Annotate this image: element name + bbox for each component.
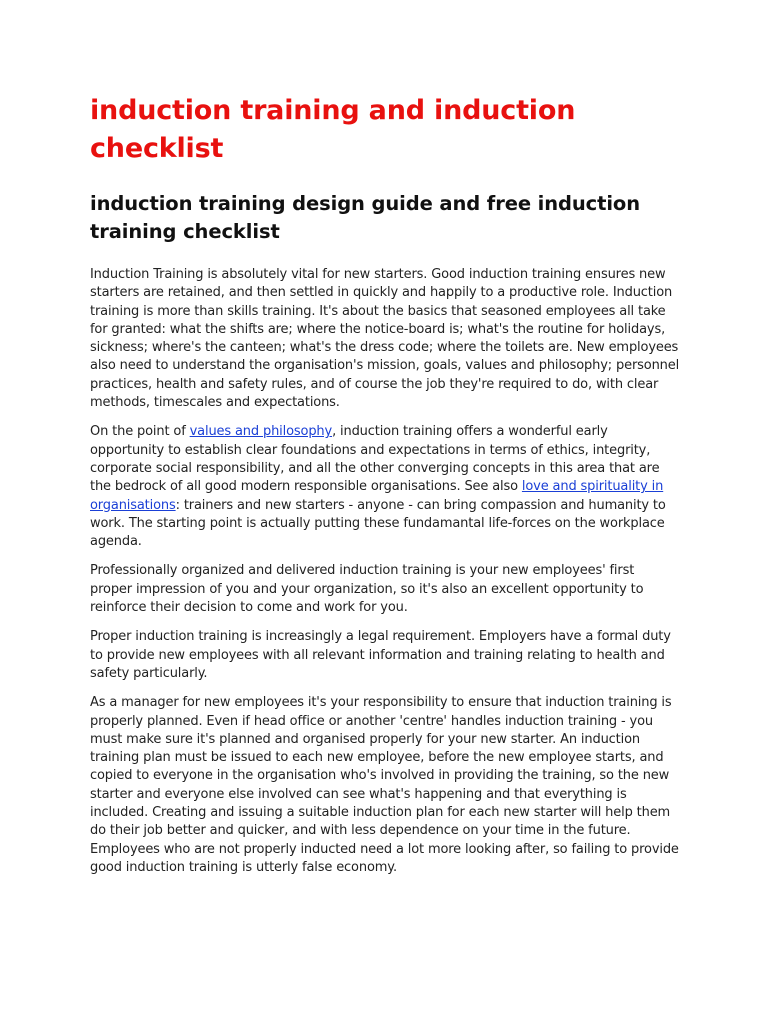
paragraph-impression: Professionally organized and delivered induction training is your new employees' first proper impression of you and your organization, so it's also an excellent opportunity to reinforce their decision to come and work for you. <box>90 563 644 616</box>
link-love-and-spirituality[interactable]: love and spirituality in organisations <box>90 479 664 513</box>
paragraph-manager: As a manager for new employees it's your responsibility to ensure that induction training is properly planned. Even if head office or another 'centre' handles induction training - you must make sure it's planned and organised properly for your new starter. An induction training plan must be issued to each new employee, before the new employee starts, and copied to everyone in the organisation who's involved in providing the training, so the new starter and everyone else involved can see what's happening and that everything is included. Creating and issuing a suitable induction plan for each new starter will help them do their job better and quicker, and with less dependence on your time in the future. Employees who are not properly inducted need a lot more looking after, so failing to provide good induction training is utterly false economy. <box>90 695 679 875</box>
paragraph-legal: Proper induction training is increasingly a legal requirement. Employers have a formal duty to provide new employees with all relevant information and training relating to health and safety particularly. <box>90 629 671 681</box>
page-subtitle: induction training design guide and free induction training checklist <box>90 192 640 243</box>
page-title: induction training and induction checklist <box>90 95 576 164</box>
document-page <box>90 92 680 888</box>
link-values-and-philosophy[interactable]: values and philosophy <box>189 424 333 440</box>
paragraph-values-text-a: On the point of <box>90 424 190 440</box>
paragraph-values-text-b: , induction training offers a wonderful early opportunity to establish clear foundations and expectations in terms of ethics, integrity, corporate social responsibility, and all the other converging concepts in this area that are the bedrock of all good modern responsible organisations. See also <box>90 424 660 495</box>
paragraph-intro: Induction Training is absolutely vital for new starters. Good induction training ensures new starters are retained, and then settled in quickly and happily to a productive role. Induction training is more than skills training. It's about the basics that seasoned employees all take for granted: what the shifts are; where the notice-board is; what's the routine for holidays, sickness; where's the canteen; what's the dress code; where the toilets are. New employees also need to understand the organisation's mission, goals, values and philosophy; personnel practices, health and safety rules, and of course the job they're required to do, with clear methods, timescales and expectations. <box>90 267 680 411</box>
paragraph-values-text-c: : trainers and new starters - anyone - can bring compassion and humanity to work. The starting point is actually putting these fundamantal life-forces on the workplace agenda. <box>90 497 666 550</box>
paragraph-values <box>90 423 680 551</box>
